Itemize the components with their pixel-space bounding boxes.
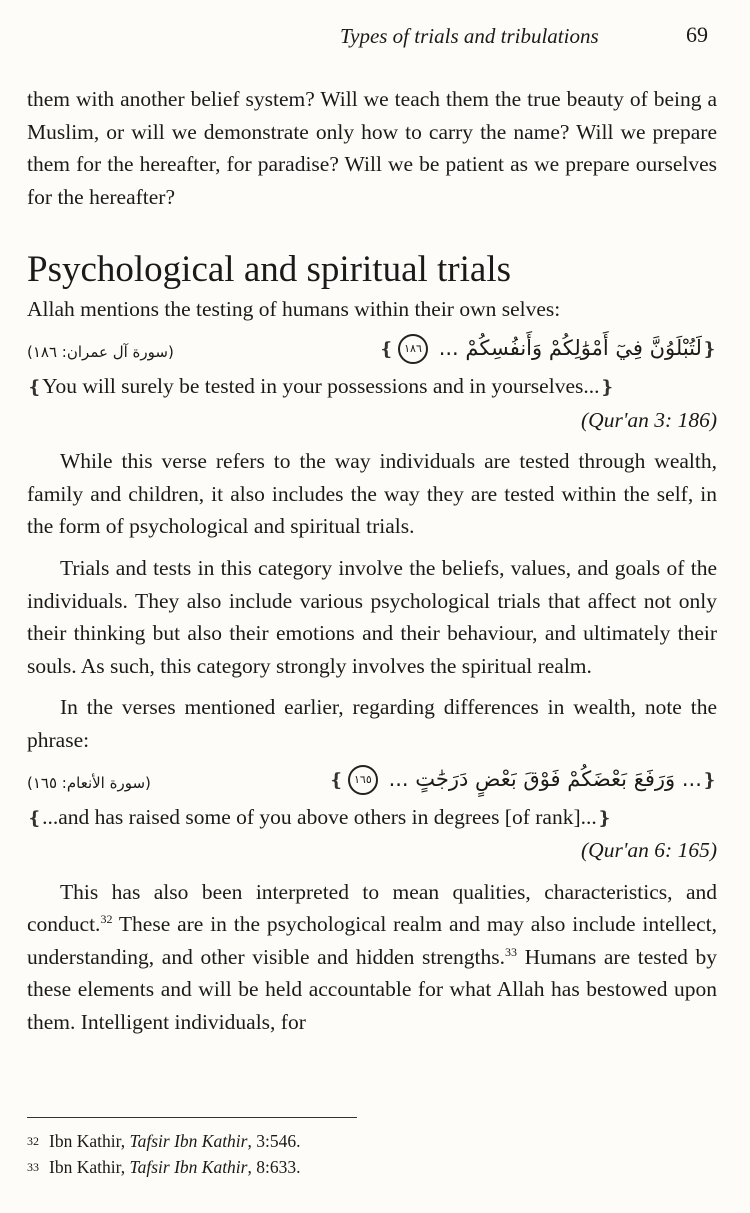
verse2-ayah-mark: ١٦٥ bbox=[348, 765, 378, 795]
page-number: 69 bbox=[686, 22, 708, 47]
footnote-divider bbox=[27, 1117, 357, 1118]
verse2-arabic-line bbox=[27, 763, 717, 801]
paragraph-while-verse: While this verse refers to the way individuals are tested through wealth, family and children, it also includes the way they are tested within the self, in the form of psychological and spiritual trials. bbox=[27, 449, 717, 539]
verse1-open-bracket: ❴ bbox=[701, 338, 717, 360]
verse2-translation: ❴...and has raised some of you above others in degrees [of rank]...❵ bbox=[27, 804, 612, 829]
footnote-ref-32[interactable]: 32 bbox=[100, 912, 113, 927]
section-heading: Psychological and spiritual trials bbox=[27, 249, 511, 291]
verse2-close-bracket: ❵ bbox=[328, 769, 344, 791]
running-header: Types of trials and tribulations bbox=[340, 24, 599, 48]
verse1-arabic bbox=[379, 332, 717, 367]
footnote-ref-33[interactable]: 33 bbox=[504, 944, 517, 959]
footnotes bbox=[27, 1128, 300, 1180]
paragraph-trials-category: Trials and tests in this category involve the beliefs, values, and goals of the individuals. They also include various psychological trials that affect not only their thinking but also their emotions and their behaviour, and ultimately their souls. As such, this category strongly involves the spiritual realm. bbox=[27, 555, 717, 678]
verse2-arabic-text: ... وَرَفَعَ بَعْضَكُمْ فَوْقَ بَعْضٍ دَرَجَٰتٍ ... bbox=[388, 766, 702, 791]
verse2-arabic bbox=[329, 763, 717, 798]
page-body bbox=[27, 83, 717, 1039]
paragraph-verses-earlier: In the verses mentioned earlier, regarding differences in wealth, note the phrase: bbox=[27, 695, 717, 752]
verse1-ayah-mark: ١٨٦ bbox=[398, 334, 428, 364]
verse1-translation: ❴You will surely be tested in your possessions and in yourselves...❵ bbox=[27, 373, 615, 398]
verse2-open-bracket: ❴ bbox=[701, 769, 717, 791]
verse2-citation: (Qur'an 6: 165) bbox=[581, 838, 717, 863]
paragraph-allah-mentions: Allah mentions the testing of humans within their own selves: bbox=[27, 297, 561, 322]
verse1-citation: (Qur'an 3: 186) bbox=[581, 407, 717, 432]
footnote-32: $^{32}$ Ibn Kathir, Tafsir Ibn Kathir, 3:546. bbox=[27, 1131, 301, 1151]
verse1-arabic-line bbox=[27, 332, 717, 370]
verse1-arabic-text: لَتُبْلَوُنَّ فِيٓ أَمْوَٰلِكُمْ وَأَنفُسِكُمْ ... bbox=[438, 335, 702, 360]
verse1-surah-reference: (سورة آل عمران: ١٨٦) bbox=[27, 342, 174, 361]
paragraph-interpreted: This has also been interpreted to mean qualities, characteristics, and conduct.$^{32}$ These are in the psychological realm and may also include intellect, understanding, and other visible and hidden strengths.$^{33}$ Humans are tested by these elements and will be held accountable for what Allah has bestowed upon them. Intelligent individuals, for bbox=[27, 879, 717, 1035]
footnote-33: $^{33}$ Ibn Kathir, Tafsir Ibn Kathir, 8:633. bbox=[27, 1157, 301, 1177]
paragraph-intro: them with another belief system? Will we teach them the true beauty of being a Muslim, or will we demonstrate only how to carry the name? Will we prepare them for the hereafter, for paradise? Will we be patient as we prepare ourselves for the hereafter? bbox=[27, 87, 717, 209]
verse2-surah-reference: (سورة الأنعام: ١٦٥) bbox=[27, 773, 151, 792]
verse1-close-bracket: ❵ bbox=[378, 338, 394, 360]
